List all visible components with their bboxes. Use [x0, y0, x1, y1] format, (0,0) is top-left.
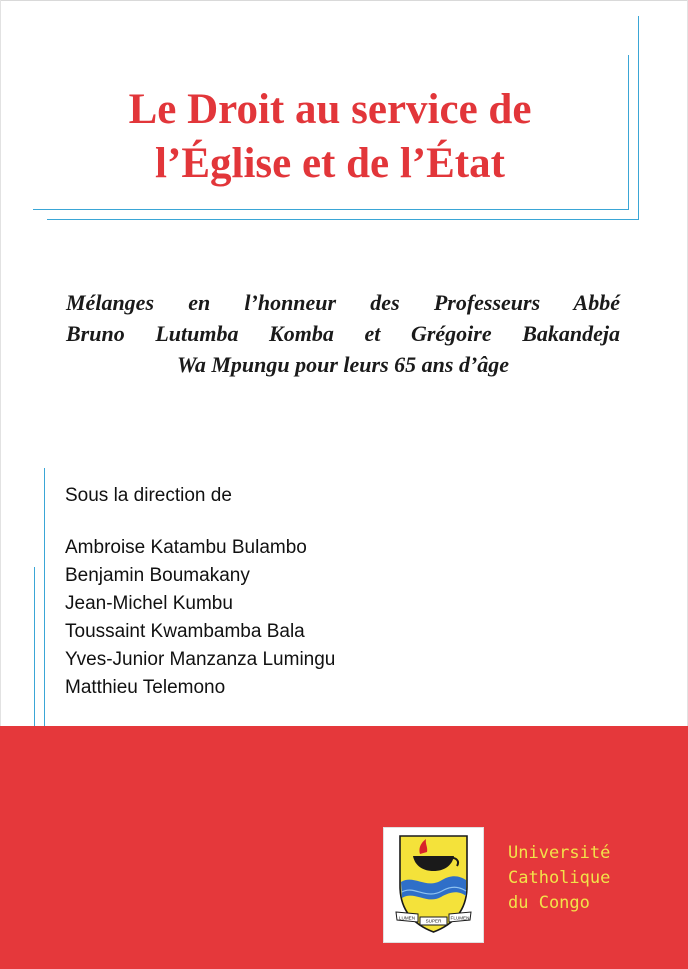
title-rule-bottom-2: [47, 219, 639, 220]
book-subtitle-line-1: Mélanges en l’honneur des Professeurs Abbé: [66, 290, 620, 315]
direction-label: Sous la direction de: [65, 485, 232, 506]
university-logo: [383, 827, 484, 943]
editor-name: Ambroise Katambu Bulambo: [65, 537, 307, 558]
title-rule-right-2: [638, 16, 639, 220]
title-rule-right-1: [628, 55, 629, 210]
university-crest-icon: [384, 828, 483, 942]
book-subtitle: [66, 287, 620, 380]
book-subtitle-line-2: Bruno Lutumba Komba et Grégoire Bakandeja: [66, 321, 620, 346]
editors-rule-left-1: [44, 468, 45, 753]
editor-name: Toussaint Kwambamba Bala: [65, 621, 305, 642]
book-title-line-2: l’Église et de l’État: [155, 140, 505, 187]
editor-name: Jean-Michel Kumbu: [65, 593, 233, 614]
book-title: [30, 83, 630, 191]
editor-name: Yves-Junior Manzanza Lumingu: [65, 649, 336, 670]
logo-motto-3: FLUMEN: [450, 915, 470, 921]
university-name-line-1: Université: [508, 843, 611, 863]
book-title-line-1: Le Droit au service de: [128, 86, 532, 133]
editor-name: Benjamin Boumakany: [65, 565, 250, 586]
university-name: [508, 841, 610, 916]
university-name-line-3: du Congo: [508, 893, 590, 913]
logo-motto-1: LUMEN: [398, 915, 416, 921]
cover-edge-top: [0, 0, 688, 1]
editor-name: Matthieu Telemono: [65, 677, 226, 698]
book-subtitle-line-3: Wa Mpungu pour leurs 65 ans d’âge: [176, 352, 510, 377]
title-rule-bottom-1: [33, 209, 629, 210]
university-name-line-2: Catholique: [508, 868, 611, 888]
editors-rule-left-2: [34, 567, 35, 750]
logo-motto-2: SUPER: [425, 918, 442, 924]
editor-list: [65, 534, 335, 702]
